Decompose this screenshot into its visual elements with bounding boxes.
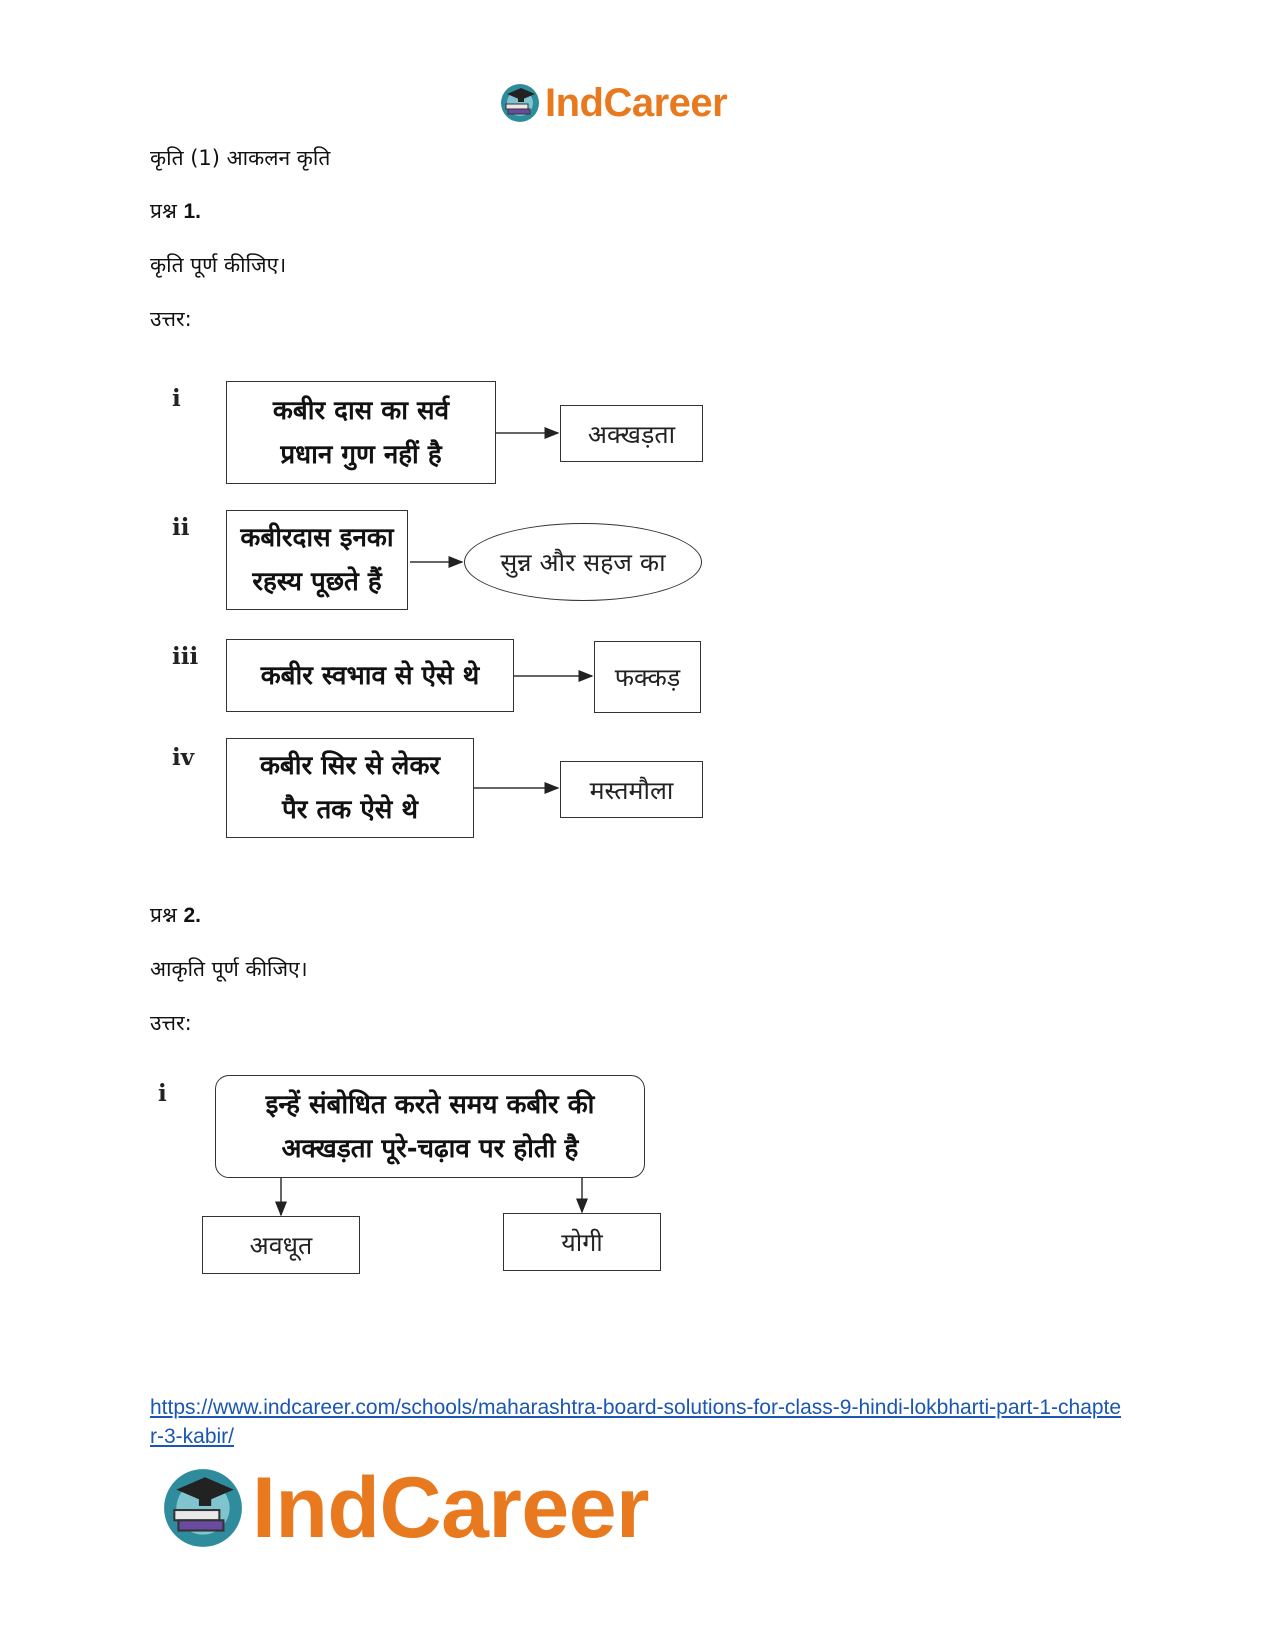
- row-3-answer: फक्कड़: [614, 663, 681, 692]
- row-4-answer: मस्तमौला: [589, 775, 674, 805]
- row-1-answer: अक्खड़ता: [587, 419, 676, 449]
- q1-instruction: कृति पूर्ण कीजिए।: [150, 253, 287, 277]
- q2-numeral: i: [158, 1080, 167, 1107]
- q2-center-box: [215, 1075, 645, 1178]
- footer-logo: [160, 1460, 649, 1556]
- row-3-question: कबीर स्वभाव से ऐसे थे: [260, 660, 480, 691]
- q2-answer-left-box: [202, 1216, 360, 1274]
- graduation-books-icon: [160, 1465, 246, 1551]
- q2-answer-label: उत्तर:: [150, 1011, 192, 1035]
- row-2-numeral: ii: [172, 514, 190, 541]
- row-4-question: कबीर सिर से लेकर पैर तक ऐसे थे: [259, 751, 441, 825]
- q2-answer-left: अवधूत: [249, 1231, 313, 1260]
- section-heading: कृति (1) आकलन कृति: [150, 146, 331, 170]
- q1-label-prefix: प्रश्न: [150, 199, 177, 223]
- brand-wordmark: IndCareer: [545, 81, 728, 125]
- q2-center-text: इन्हें संबोधित करते समय कबीर की अक्खड़ता पूरे-चढ़ाव पर होती है: [265, 1089, 595, 1164]
- row-1-numeral: i: [172, 385, 181, 412]
- source-link[interactable]: https://www.indcareer.com/schools/maharashtra-board-solutions-for-class-9-hindi-lokbharti-part-1-chapter-3-kabir/: [150, 1396, 1122, 1448]
- q1-answer-label: उत्तर:: [150, 307, 192, 331]
- q2-answer-right-box: [503, 1213, 661, 1271]
- q2-label-number: 2.: [183, 904, 201, 927]
- row-1-question: कबीर दास का सर्व प्रधान गुण नहीं है: [272, 395, 450, 470]
- q2-label-prefix: प्रश्न: [150, 903, 177, 927]
- q2-instruction: आकृति पूर्ण कीजिए।: [150, 957, 308, 981]
- row-3-numeral: iii: [172, 643, 199, 670]
- row-2-question: कबीरदास इनका रहस्य पूछते हैं: [240, 523, 394, 597]
- q1-label-number: 1.: [183, 200, 201, 223]
- row-4-numeral: iv: [172, 744, 195, 771]
- q2-answer-right: योगी: [561, 1228, 603, 1257]
- footer-brand-wordmark: IndCareer: [252, 1460, 649, 1556]
- row-2-answer: सुन्न और सहज का: [500, 548, 666, 577]
